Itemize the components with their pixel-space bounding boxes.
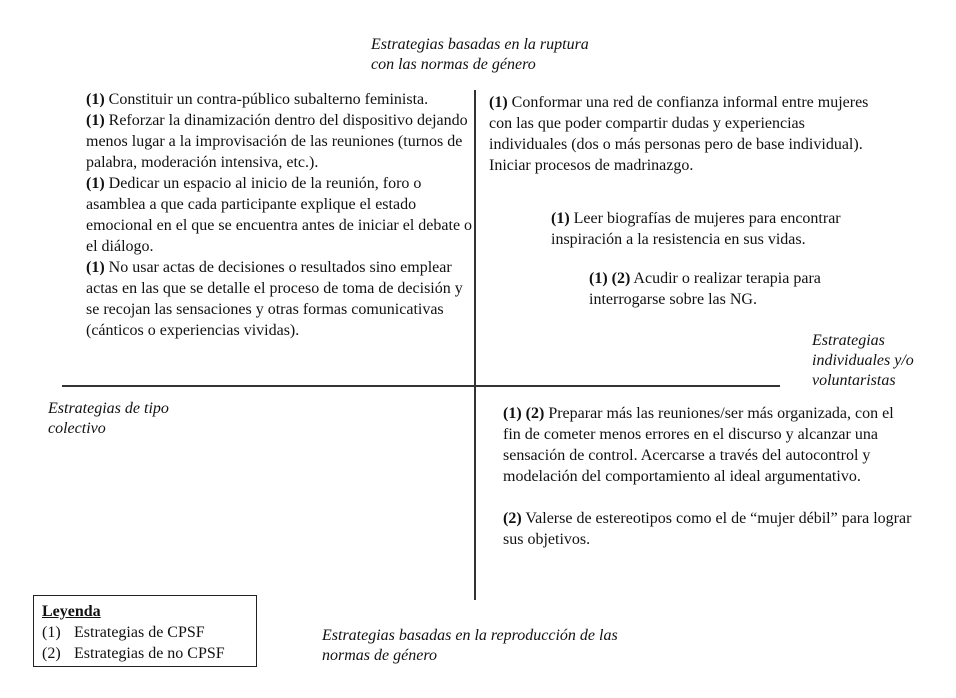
strategy-text: Constituir un contra-público subalterno feminista. — [104, 91, 429, 108]
strategy-text: Valerse de estereotipos como el de “mujer débil” para lograr sus objetivos. — [503, 510, 912, 548]
strategy-tag: (1) (2) — [589, 270, 631, 287]
strategy-tag: (1) — [86, 91, 105, 108]
strategy-item — [489, 92, 879, 176]
legend-label: Estrategias de CPSF — [74, 624, 205, 641]
quadrant-top-right-biographies — [551, 208, 866, 250]
axis-label-bottom-line: Estrategias basadas en la reproducción de las — [322, 627, 618, 644]
legend-number: (2) — [42, 645, 61, 662]
strategy-item — [86, 110, 474, 173]
strategy-item — [551, 208, 866, 250]
strategy-tag: (2) — [503, 510, 522, 527]
vertical-axis — [474, 90, 476, 600]
strategy-text: No usar actas de decisiones o resultados sino emplear actas en las que se detalle el proceso de toma de decisión y se recojan las sensaciones y otras formas comunicativas (cánticos o experiencias vividas). — [86, 259, 463, 339]
axis-label-left-line: Estrategias de tipo — [48, 400, 169, 417]
axis-label-top-line: Estrategias basadas en la ruptura — [371, 36, 589, 53]
strategy-item — [86, 89, 474, 110]
axis-label-top-line: con las normas de género — [371, 56, 536, 73]
strategy-item — [589, 268, 829, 310]
axis-label-left — [48, 399, 169, 439]
strategy-item — [86, 257, 474, 341]
strategy-item — [503, 508, 913, 550]
horizontal-axis — [62, 385, 780, 387]
strategy-text: Dedicar un espacio al inicio de la reunión, foro o asamblea a que cada participante explique el estado emocional en el que se encuentra antes de iniciar el debate o el diálogo. — [86, 175, 473, 255]
axis-label-right-line: individuales y/o — [812, 352, 914, 369]
axis-label-right-line: voluntaristas — [812, 372, 896, 389]
legend-row — [42, 643, 248, 664]
strategy-text: Conformar una red de confianza informal entre mujeres con las que poder compartir dudas y experiencias individuales (dos o más personas pero de base individual). Iniciar procesos de madrinazgo. — [489, 94, 869, 174]
strategy-tag: (1) — [86, 259, 105, 276]
legend-label: Estrategias de no CPSF — [74, 645, 225, 662]
strategy-tag: (1) — [86, 175, 105, 192]
strategy-text: Reforzar la dinamización dentro del dispositivo dejando menos lugar a la improvisación de las reuniones (turnos de palabra, moderación intensiva, etc.). — [86, 112, 468, 171]
axis-label-right — [812, 331, 914, 391]
legend-number: (1) — [42, 624, 61, 641]
quadrant-bottom-right — [503, 403, 913, 550]
axis-label-top — [371, 35, 589, 75]
strategy-text: Preparar más las reuniones/ser más organizada, con el fin de cometer menos errores en el discurso y alcanzar una sensación de control. Acercarse a través del autocontrol y modelación del comportamiento al ideal argumentativo. — [503, 405, 894, 485]
strategy-text: Acudir o realizar terapia para interrogarse sobre las NG. — [589, 270, 821, 308]
axis-label-bottom — [322, 626, 618, 666]
quadrant-top-right-network — [489, 92, 879, 176]
strategy-tag: (1) — [489, 94, 508, 111]
axis-label-left-line: colectivo — [48, 420, 106, 437]
quadrant-top-right-therapy — [589, 268, 829, 310]
strategy-item — [503, 403, 913, 487]
axis-label-right-line: Estrategias — [812, 332, 885, 349]
legend-row — [42, 622, 248, 643]
strategy-tag: (1) (2) — [503, 405, 545, 422]
axis-label-bottom-line: normas de género — [322, 647, 437, 664]
strategy-text: Leer biografías de mujeres para encontrar inspiración a la resistencia en sus vidas. — [551, 210, 841, 248]
strategy-item — [86, 173, 474, 257]
strategy-tag: (1) — [551, 210, 570, 227]
legend-title: Leyenda — [42, 603, 101, 620]
quadrant-top-left — [86, 89, 474, 341]
legend-box — [33, 595, 257, 667]
strategy-tag: (1) — [86, 112, 105, 129]
